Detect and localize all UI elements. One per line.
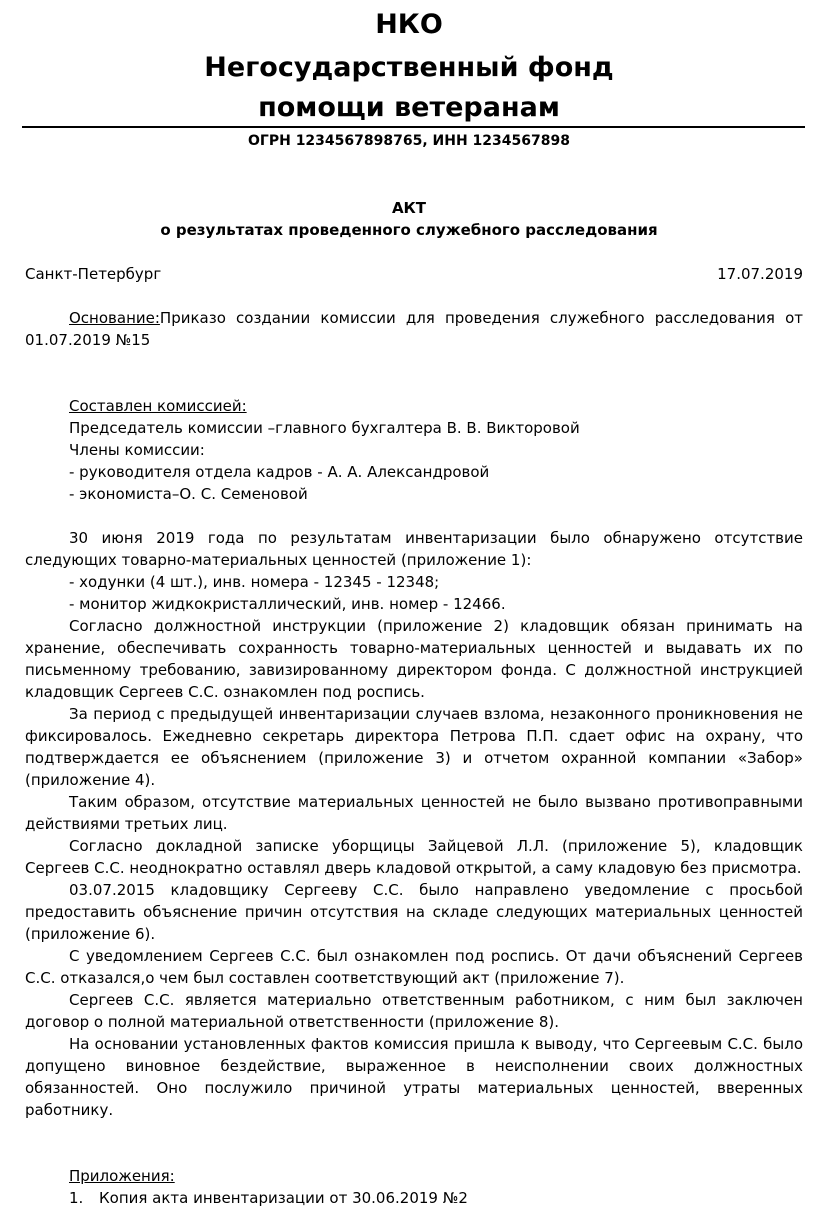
- missing-item: - монитор жидкокристаллический, инв. номер - 12466.: [69, 595, 506, 613]
- org-full-name-line2: помощи ветеранам: [258, 92, 560, 123]
- spacer: [25, 505, 803, 527]
- spacer: [25, 1143, 803, 1165]
- commission-label: Составлен комиссией:: [69, 397, 247, 415]
- basis-paragraph: [25, 307, 803, 351]
- document-city: Санкт-Петербург: [25, 265, 162, 283]
- body-paragraph: С уведомлением Сергеев С.С. был ознакомлен под роспись. От дачи объяснений Сергеев С.С. отказался,о чем был составлен соответствующий акт (приложение 7).: [25, 947, 803, 987]
- body-paragraph: 03.07.2015 кладовщику Сергееву С.С. было направлено уведомление с просьбой предоставить объяснение причин отсутствия на складе следующих материальных ценностей (приложение 6).: [25, 881, 803, 943]
- commission-chair: Председатель комиссии –главного бухгалтера В. В. Викторовой: [69, 419, 580, 437]
- spacer: [25, 373, 803, 395]
- body-paragraph: Согласно должностной инструкции (приложение 2) кладовщик обязан принимать на хранение, обеспечивать сохранность товарно-материальных ценностей и выдавать их по письменному требованию, завизированному директором фонда. С должностной инструкцией кладовщик Сергеев С.С. ознакомлен под роспись.: [25, 617, 803, 701]
- spacer: [25, 351, 803, 373]
- body-paragraph: Таким образом, отсутствие материальных ценностей не было вызвано противоправными действиями третьих лиц.: [25, 793, 803, 833]
- org-full-name: [0, 48, 818, 128]
- body-paragraph: Согласно докладной записке уборщицы Зайцевой Л.Л. (приложение 5), кладовщик Сергеев С.С. неоднократно оставлял дверь кладовой открытой, а саму кладовую без присмотра.: [25, 837, 803, 877]
- document-body: [25, 307, 803, 1209]
- org-short-name: НКО: [375, 9, 443, 40]
- document-date: 17.07.2019: [717, 265, 803, 283]
- commission-label-line: [25, 395, 803, 417]
- body-paragraph: Сергеев С.С. является материально ответственным работником, с ним был заключен договор о полной материальной ответственности (приложение 8).: [25, 991, 803, 1031]
- commission-members-label: Члены комиссии:: [69, 441, 205, 459]
- spacer: [25, 1121, 803, 1143]
- commission-member: - руководителя отдела кадров - А. А. Александровой: [69, 463, 490, 481]
- body-paragraph: На основании установленных фактов комиссия пришла к выводу, что Сергеевым С.С. было допущено виновное бездействие, выраженное в неисполнении своих должностных обязанностей. Оно послужило причиной утраты материальных ценностей, вверенных работнику.: [25, 1035, 803, 1119]
- header-divider: [22, 126, 805, 128]
- missing-item: - ходунки (4 шт.), инв. номера - 12345 - 12348;: [69, 573, 440, 591]
- attachments-label-line: [25, 1165, 803, 1187]
- attachment-text: Копия акта инвентаризации от 30.06.2019 №2: [99, 1189, 468, 1207]
- basis-label: Основание:: [69, 309, 160, 327]
- org-full-name-line1: Негосударственный фонд: [204, 52, 614, 83]
- document-subtitle: о результатах проведенного служебного расследования: [160, 221, 658, 239]
- attachment-item: [25, 1187, 803, 1209]
- basis-text: Приказо создании комиссии для проведения служебного расследования от 01.07.2019 №15: [25, 309, 803, 349]
- attachments-label: Приложения:: [69, 1167, 175, 1185]
- document-title: АКТ: [391, 199, 427, 217]
- commission-member: - экономиста–О. С. Семеновой: [69, 485, 308, 503]
- registration-numbers: ОГРН 1234567898765, ИНН 1234567898: [248, 133, 570, 149]
- body-paragraph: 30 июня 2019 года по результатам инвентаризации было обнаружено отсутствие следующих товарно-материальных ценностей (приложение 1):: [25, 529, 803, 569]
- body-paragraph: За период с предыдущей инвентаризации случаев взлома, незаконного проникновения не фиксировалось. Ежедневно секретарь директора Петрова П.П. сдает офис на охрану, что подтверждается ее объяснением (приложение 3) и отчетом охранной компании «Забор» (приложение 4).: [25, 705, 803, 789]
- attachment-number: 1.: [69, 1189, 84, 1207]
